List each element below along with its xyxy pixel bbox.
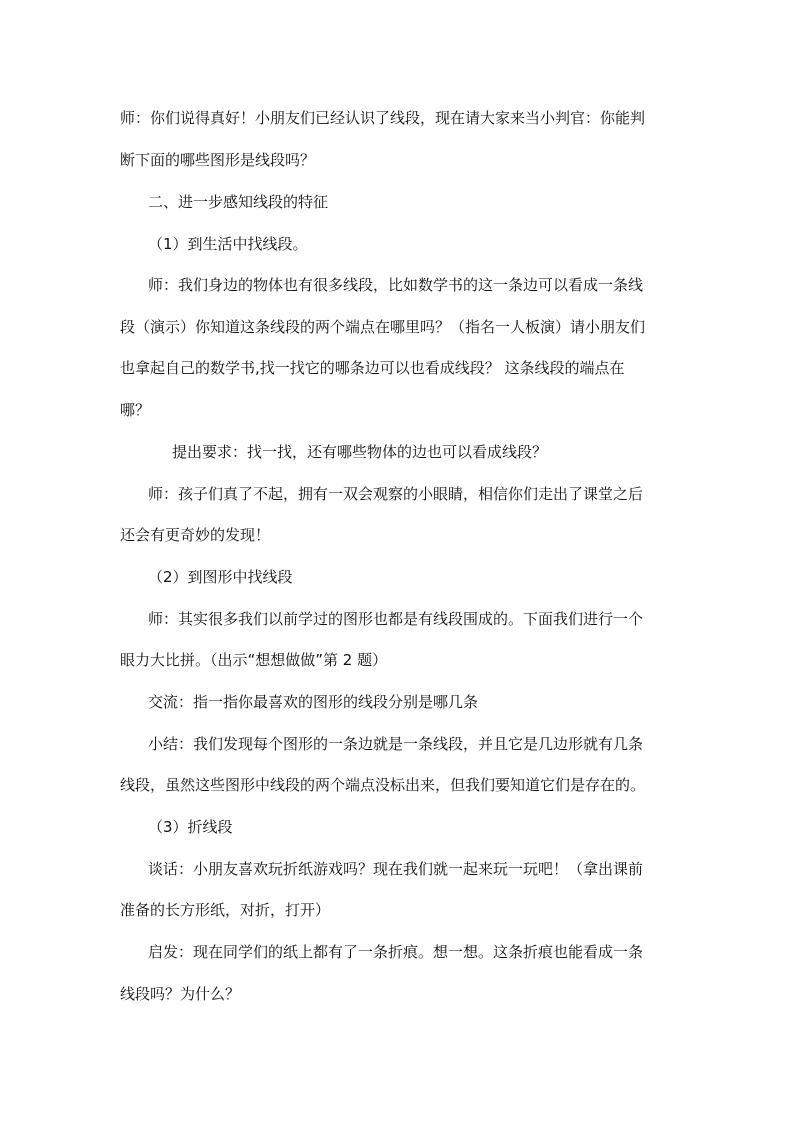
paragraph-line: 也拿起自己的数学书,找一找它的哪条边可以也看成线段？ 这条线段的端点在: [120, 359, 625, 377]
paragraph-line: 准备的长方形纸，对折，打开）: [120, 901, 331, 919]
paragraph-line: 小结：我们发现每个图形的一条边就是一条线段，并且它是几边形就有几条: [148, 735, 644, 753]
paragraph-line: 师：你们说得真好！小朋友们已经认识了线段，现在请大家来当小判官：你能判: [120, 109, 646, 127]
paragraph-line: 师：其实很多我们以前学过的图形也都是有线段围成的。下面我们进行一个: [148, 610, 644, 628]
paragraph-line: 线段吗？为什么？: [120, 985, 241, 1003]
paragraph-line: 师：孩子们真了不起，拥有一双会观察的小眼睛，相信你们走出了课堂之后: [148, 485, 644, 503]
subsection-heading: （1）到生活中找线段。: [148, 235, 308, 253]
paragraph-line: 眼力大比拼。（出示“想想做做”第 2 题）: [120, 651, 388, 669]
subsection-heading: （3）折线段: [148, 818, 233, 836]
paragraph-line: 启发：现在同学们的纸上都有了一条折痕。想一想。这条折痕也能看成一条: [148, 943, 644, 961]
paragraph-line: 交流：指一指你最喜欢的图形的线段分别是哪几条: [148, 693, 479, 711]
paragraph-line: 还会有更奇妙的发现！: [120, 526, 271, 544]
section-heading: 二、进一步感知线段的特征: [148, 193, 329, 211]
paragraph-line: 段（演示）你知道这条线段的两个端点在哪里吗？（指名一人板演）请小朋友们: [120, 318, 646, 336]
paragraph-line: 断下面的哪些图形是线段吗？: [120, 151, 316, 169]
paragraph-line: 线段，虽然这些图形中线段的两个端点没标出来，但我们要知道它们是存在的。: [120, 776, 646, 794]
paragraph-line: 提出要求：找一找，还有哪些物体的边也可以看成线段？: [172, 443, 548, 461]
paragraph-line: 哪？: [120, 401, 151, 419]
paragraph-line: 谈话：小朋友喜欢玩折纸游戏吗？现在我们就一起来玩一玩吧！（拿出课前: [148, 860, 644, 878]
paragraph-line: 师：我们身边的物体也有很多线段，比如数学书的这一条边可以看成一条线: [148, 276, 644, 294]
subsection-heading: （2）到图形中找线段: [148, 568, 293, 586]
